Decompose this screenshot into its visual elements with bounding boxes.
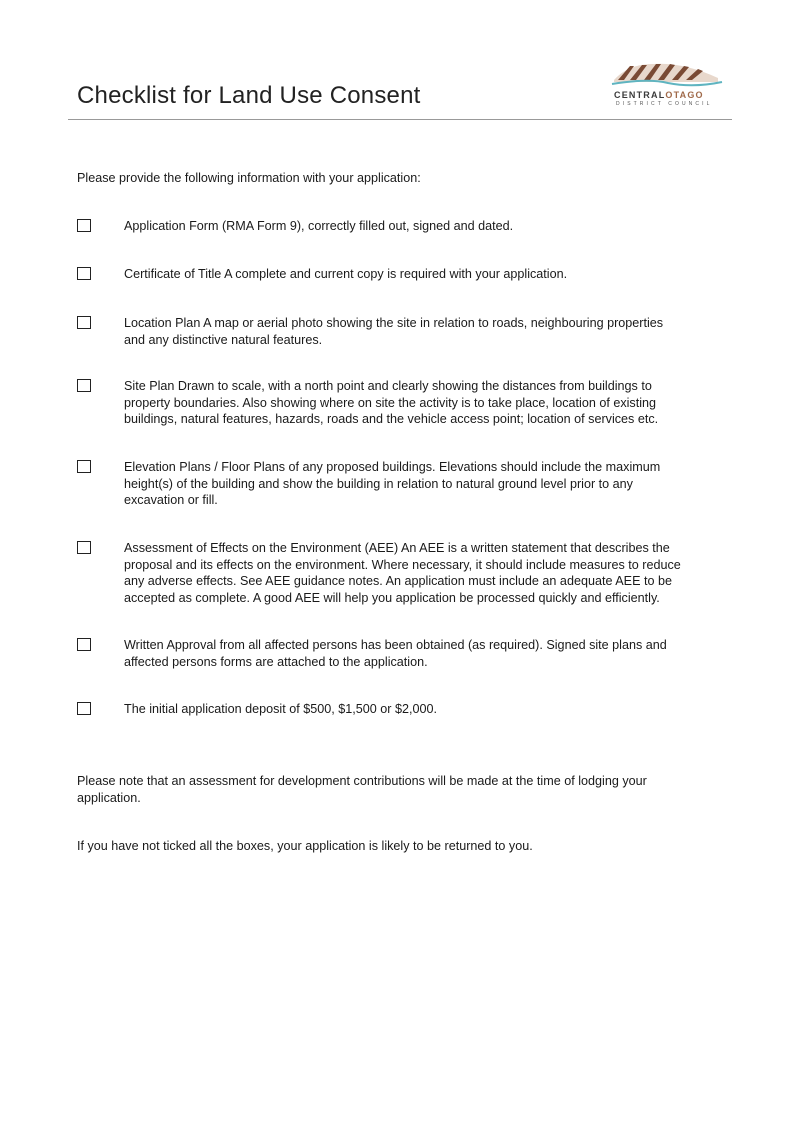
- checklist-item-text: [124, 701, 724, 718]
- checkbox[interactable]: [77, 219, 91, 232]
- checklist-item-text: [124, 378, 724, 428]
- item-line: Written Approval from all affected persons has been obtained (as required). Signed site plans and: [124, 638, 667, 652]
- item-line: The initial application deposit of $500, $1,500 or $2,000.: [124, 702, 437, 716]
- checklist-item-text: [124, 315, 724, 348]
- checklist-item-text: [124, 266, 724, 283]
- checkbox[interactable]: [77, 460, 91, 473]
- checklist-item-text: [124, 218, 724, 235]
- page-title: Checklist for Land Use Consent: [77, 82, 421, 109]
- logo-wordmark: CENTRALOTAGO: [614, 90, 704, 100]
- item-line: and any distinctive natural features.: [124, 332, 323, 347]
- contributions-note: [77, 773, 737, 806]
- note-line: application.: [77, 790, 141, 805]
- checkbox[interactable]: [77, 379, 91, 392]
- intro-text: Please provide the following information with your application:: [77, 171, 421, 185]
- item-line: Elevation Plans / Floor Plans of any proposed buildings. Elevations should include the maximum: [124, 460, 661, 474]
- checkbox[interactable]: [77, 702, 91, 715]
- item-line: Location Plan A map or aerial photo showing the site in relation to roads, neighbouring properties: [124, 316, 664, 330]
- checkbox[interactable]: [77, 316, 91, 329]
- item-line: accepted as complete. A good AEE will help you application be processed quickly and efficiently.: [124, 591, 660, 606]
- item-line: any adverse effects. See AEE guidance notes. An application must include an adequate AEE to be: [124, 574, 672, 589]
- checklist-item-text: [124, 637, 724, 670]
- council-logo: [608, 58, 726, 114]
- item-line: Application Form (RMA Form 9), correctly filled out, signed and dated.: [124, 219, 514, 233]
- warning-note: If you have not ticked all the boxes, your application is likely to be returned to you.: [77, 839, 533, 853]
- item-line: Assessment of Effects on the Environment (AEE) An AEE is a written statement that describes the: [124, 541, 670, 555]
- checkbox[interactable]: [77, 267, 91, 280]
- logo-subtitle: DISTRICT COUNCIL: [616, 101, 713, 107]
- mountain-logo-icon: [608, 58, 726, 90]
- item-line: buildings, natural features, hazards, roads and the vehicle access point; location of services etc.: [124, 412, 659, 427]
- item-line: affected persons forms are attached to the application.: [124, 654, 428, 669]
- item-line: Certificate of Title A complete and current copy is required with your application.: [124, 267, 568, 281]
- checkbox[interactable]: [77, 541, 91, 554]
- item-line: proposal and its effects on the environment. Where necessary, it should include measures to reduce: [124, 557, 681, 572]
- header-divider: [68, 119, 732, 120]
- item-line: Site Plan Drawn to scale, with a north point and clearly showing the distances from buildings to: [124, 379, 652, 393]
- note-line: Please note that an assessment for development contributions will be made at the time of lodging your: [77, 774, 647, 788]
- checklist-item-text: [124, 459, 724, 509]
- item-line: height(s) of the building and show the building in relation to natural ground level prior to any: [124, 476, 633, 491]
- checkbox[interactable]: [77, 638, 91, 651]
- checklist-item-text: [124, 540, 724, 607]
- item-line: property boundaries. Also showing where on site the activity is to take place, location of existing: [124, 395, 657, 410]
- item-line: excavation or fill.: [124, 493, 218, 508]
